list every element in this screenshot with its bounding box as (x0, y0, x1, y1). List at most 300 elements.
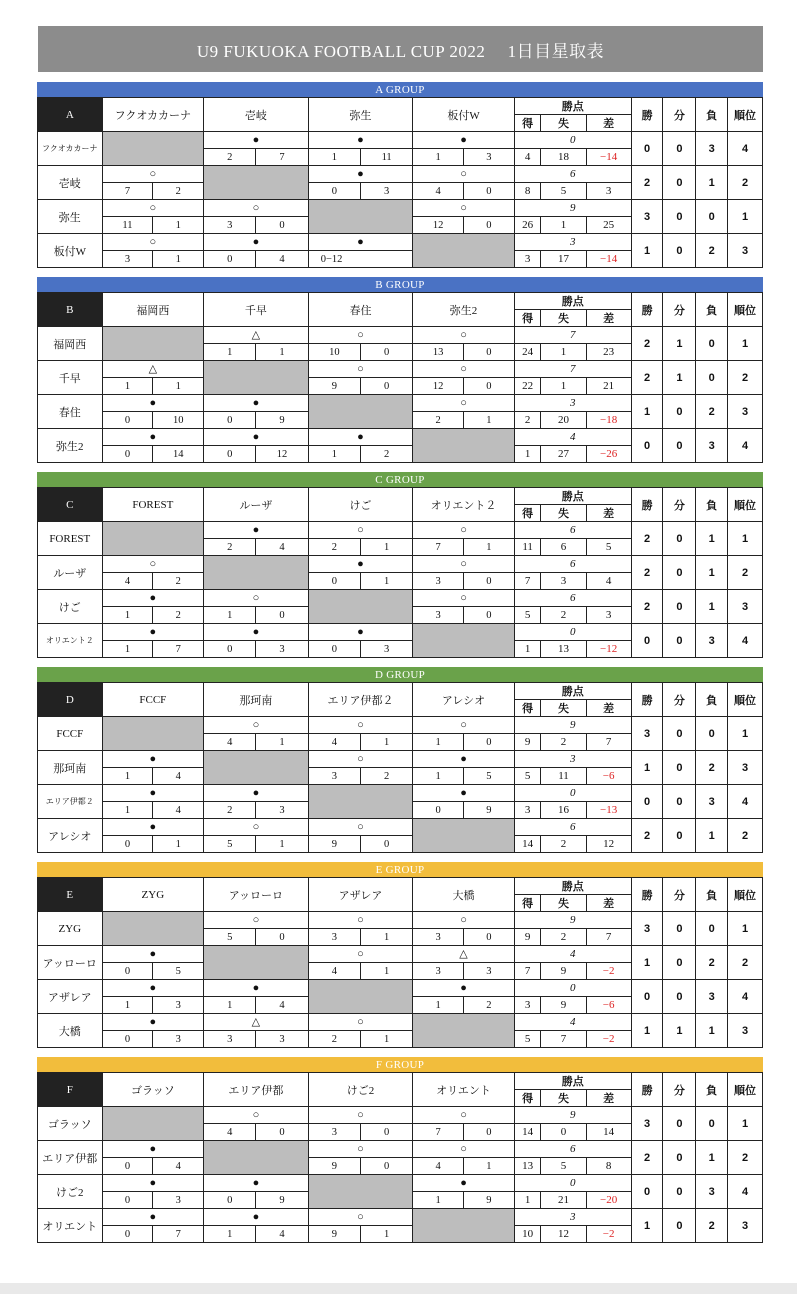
gd-value: −26 (586, 446, 631, 463)
team-row (38, 166, 763, 183)
match-score (204, 149, 309, 166)
match-score (102, 1192, 204, 1209)
gf-value: 4 (514, 149, 541, 166)
points-value: 9 (514, 912, 631, 929)
self-match-cell (204, 166, 309, 200)
score-against: 1 (279, 838, 285, 850)
team-row (38, 590, 763, 607)
self-match-cell (308, 980, 413, 1014)
rank-value: 3 (728, 1209, 763, 1243)
team-header: 大橋 (413, 878, 515, 912)
gd-value: 21 (586, 378, 631, 395)
score-for: 3 (309, 1124, 361, 1140)
score-for: 1 (103, 997, 154, 1013)
score-against: 1 (175, 838, 181, 850)
result-mark: ○ (204, 200, 309, 217)
team-header: エリア伊都 (204, 1073, 309, 1107)
l-value: 0 (696, 1107, 728, 1141)
result-mark: ○ (308, 946, 413, 963)
gd-value: 14 (586, 1124, 631, 1141)
score-for: 1 (103, 802, 154, 818)
gf-value: 7 (514, 963, 541, 980)
score-for: 1 (204, 997, 256, 1013)
gd-value: 25 (586, 217, 631, 234)
gf-value: 22 (514, 378, 541, 395)
score-against: 14 (172, 448, 184, 460)
match-score (413, 963, 515, 980)
team-row (38, 132, 763, 149)
match-score (204, 1031, 309, 1048)
l-value: 0 (696, 361, 728, 395)
w-value: 1 (631, 1209, 663, 1243)
rank-value: 4 (728, 132, 763, 166)
result-mark: ● (308, 234, 413, 251)
self-match-cell (413, 1209, 515, 1243)
l-value: 2 (696, 946, 728, 980)
result-mark: ● (308, 166, 413, 183)
team-row (38, 624, 763, 641)
points-value: 3 (514, 751, 631, 768)
match-score (413, 149, 515, 166)
team-row (38, 1175, 763, 1192)
group-e (37, 862, 763, 1048)
self-match-cell (308, 590, 413, 624)
w-value: 0 (631, 785, 663, 819)
header-row (38, 878, 763, 895)
score-against: 3 (279, 804, 285, 816)
w-value: 0 (631, 624, 663, 658)
result-mark: △ (413, 946, 515, 963)
ga-value: 0 (541, 1124, 586, 1141)
self-match-cell (102, 717, 204, 751)
score-against: 3 (486, 151, 492, 163)
d-value: 0 (663, 819, 696, 853)
score-for: 3 (204, 217, 256, 233)
match-score (102, 412, 204, 429)
team-row (38, 1141, 763, 1158)
ga-value: 16 (541, 802, 586, 819)
result-mark: ○ (204, 819, 309, 836)
match-score (413, 607, 515, 624)
d-header: 分 (663, 1073, 696, 1107)
score-against: 5 (486, 770, 492, 782)
match-score (308, 539, 413, 556)
result-mark: ○ (102, 166, 204, 183)
gf-value: 1 (514, 641, 541, 658)
score-against: 1 (175, 253, 181, 265)
score-for: 9 (309, 378, 361, 394)
standings-table (37, 487, 763, 658)
gf-value: 11 (514, 539, 541, 556)
score-against: 4 (175, 1160, 181, 1172)
l-value: 3 (696, 1175, 728, 1209)
gf-value: 2 (514, 412, 541, 429)
score-for: 1 (413, 997, 464, 1013)
score-for: 4 (309, 734, 361, 750)
group-bar: D GROUP (37, 667, 763, 682)
score-against: 3 (486, 965, 492, 977)
score-for: 4 (413, 1158, 464, 1174)
self-match-cell (102, 327, 204, 361)
w-value: 2 (631, 1141, 663, 1175)
score-for: 3 (204, 1031, 256, 1047)
header-row (38, 488, 763, 505)
ga-value: 11 (541, 768, 586, 785)
score-against: 0 (486, 931, 492, 943)
w-header: 勝 (631, 293, 663, 327)
result-mark: △ (102, 361, 204, 378)
group-b (37, 277, 763, 463)
score-against: 1 (384, 1033, 390, 1045)
self-match-cell (308, 1175, 413, 1209)
group-d (37, 667, 763, 853)
team-header: エリア伊都２ (308, 683, 413, 717)
team-header: 壱岐 (204, 98, 309, 132)
gd-value: 3 (586, 607, 631, 624)
d-value: 0 (663, 556, 696, 590)
self-match-cell (308, 395, 413, 429)
score-for: 12 (413, 217, 464, 233)
score-against: 5 (175, 965, 181, 977)
score-against: 4 (279, 1228, 285, 1240)
self-match-cell (204, 556, 309, 590)
gf-value: 1 (514, 1192, 541, 1209)
gd-value: 12 (586, 836, 631, 853)
result-mark: ● (102, 1014, 204, 1031)
result-mark: ○ (413, 522, 515, 539)
row-team-name: アッローロ (38, 946, 103, 980)
l-value: 2 (696, 395, 728, 429)
w-value: 2 (631, 166, 663, 200)
match-score (204, 1124, 309, 1141)
d-value: 0 (663, 522, 696, 556)
team-row (38, 980, 763, 997)
team-header: 福岡西 (102, 293, 204, 327)
rank-value: 1 (728, 912, 763, 946)
ga-value: 13 (541, 641, 586, 658)
gd-value: 7 (586, 929, 631, 946)
gf-value: 5 (514, 1031, 541, 1048)
score-against: 0 (384, 1160, 390, 1172)
score-for: 0 (103, 1158, 154, 1174)
result-mark: ○ (308, 819, 413, 836)
result-mark: ○ (308, 717, 413, 734)
standings-table (37, 877, 763, 1048)
score-against: 0 (279, 609, 285, 621)
score-for: 0 (204, 412, 256, 428)
l-value: 1 (696, 590, 728, 624)
team-header: 春住 (308, 293, 413, 327)
l-value: 1 (696, 556, 728, 590)
d-value: 1 (663, 1014, 696, 1048)
d-header: 分 (663, 683, 696, 717)
result-mark: ● (204, 522, 309, 539)
score-against: 3 (279, 1033, 285, 1045)
ga-value: 18 (541, 149, 586, 166)
score-against: 1 (175, 219, 181, 231)
team-row (38, 234, 763, 251)
w-value: 1 (631, 1014, 663, 1048)
match-score (413, 929, 515, 946)
score-for: 0 (103, 1031, 154, 1047)
d-value: 0 (663, 717, 696, 751)
l-value: 1 (696, 819, 728, 853)
score-for: 3 (413, 929, 464, 945)
result-mark: ○ (204, 1107, 309, 1124)
points-value: 3 (514, 395, 631, 412)
result-mark: ○ (204, 912, 309, 929)
group-f (37, 1057, 763, 1243)
gf-value: 3 (514, 802, 541, 819)
team-row (38, 819, 763, 836)
d-value: 0 (663, 624, 696, 658)
rank-header: 順位 (728, 488, 763, 522)
match-score (413, 573, 515, 590)
result-mark: ● (413, 980, 515, 997)
match-score (413, 1192, 515, 1209)
match-score (308, 768, 413, 785)
score-against: 0 (279, 1126, 285, 1138)
gd-value: −20 (586, 1192, 631, 1209)
match-score (308, 836, 413, 853)
score-for: 9 (309, 1158, 361, 1174)
points-value: 9 (514, 200, 631, 217)
ga-header: 失 (541, 1090, 586, 1107)
row-team-name: ZYG (38, 912, 103, 946)
score-against: 7 (175, 643, 181, 655)
score-against: 0 (486, 380, 492, 392)
d-value: 0 (663, 1107, 696, 1141)
match-score (204, 997, 309, 1014)
gd-value: −14 (586, 251, 631, 268)
self-match-cell (413, 429, 515, 463)
result-mark: ○ (308, 361, 413, 378)
score-for: 9 (309, 836, 361, 852)
match-score (308, 1031, 413, 1048)
score-against: 1 (486, 541, 492, 553)
rank-value: 4 (728, 429, 763, 463)
w-header: 勝 (631, 683, 663, 717)
score-against: 1 (384, 965, 390, 977)
result-mark: ○ (413, 912, 515, 929)
d-value: 0 (663, 1209, 696, 1243)
group-letter: B (38, 293, 103, 327)
result-mark: ● (413, 132, 515, 149)
rank-value: 2 (728, 361, 763, 395)
ga-value: 2 (541, 734, 586, 751)
gd-value: 4 (586, 573, 631, 590)
match-score (204, 251, 309, 268)
points-value: 4 (514, 429, 631, 446)
score-for: 2 (413, 412, 464, 428)
gd-header: 差 (586, 115, 631, 132)
match-score (102, 997, 204, 1014)
team-header: 那珂南 (204, 683, 309, 717)
group-c (37, 472, 763, 658)
match-score (204, 217, 309, 234)
match-score (413, 802, 515, 819)
match-score (204, 929, 309, 946)
w-value: 0 (631, 980, 663, 1014)
team-header: 弥生 (308, 98, 413, 132)
score-against: 4 (175, 804, 181, 816)
row-team-name: 千早 (38, 361, 103, 395)
gd-header: 差 (586, 700, 631, 717)
points-value: 0 (514, 1175, 631, 1192)
score-for: 5 (204, 836, 256, 852)
result-mark: ● (102, 946, 204, 963)
ga-value: 7 (541, 1031, 586, 1048)
score-against: 2 (384, 770, 390, 782)
gf-value: 9 (514, 734, 541, 751)
match-score (308, 251, 413, 268)
match-score (204, 539, 309, 556)
team-row (38, 361, 763, 378)
score-against: 1 (384, 1228, 390, 1240)
rank-value: 1 (728, 327, 763, 361)
points-value: 6 (514, 556, 631, 573)
d-value: 0 (663, 946, 696, 980)
result-mark: ○ (204, 717, 309, 734)
gd-value: −2 (586, 963, 631, 980)
match-score (102, 1226, 204, 1243)
team-header: 板付W (413, 98, 515, 132)
gd-value: −14 (586, 149, 631, 166)
self-match-cell (308, 200, 413, 234)
gd-value: −6 (586, 768, 631, 785)
match-score (102, 963, 204, 980)
score-against: 2 (175, 575, 181, 587)
d-value: 0 (663, 429, 696, 463)
ga-value: 9 (541, 963, 586, 980)
team-row (38, 327, 763, 344)
score-against: 3 (384, 643, 390, 655)
match-score (308, 641, 413, 658)
match-score (204, 734, 309, 751)
gf-header: 得 (514, 310, 541, 327)
w-value: 3 (631, 717, 663, 751)
rank-header: 順位 (728, 878, 763, 912)
d-value: 0 (663, 1175, 696, 1209)
gf-value: 13 (514, 1158, 541, 1175)
score-for: 0 (204, 1192, 256, 1208)
score-for: 2 (309, 539, 361, 555)
self-match-cell (102, 132, 204, 166)
gd-value: 23 (586, 344, 631, 361)
standings-table (37, 1072, 763, 1243)
score-for: 4 (103, 573, 154, 589)
points-value: 3 (514, 1209, 631, 1226)
score-for: 4 (204, 734, 256, 750)
match-score (102, 183, 204, 200)
l-value: 1 (696, 522, 728, 556)
gd-value: 3 (586, 183, 631, 200)
gf-header: 得 (514, 1090, 541, 1107)
row-team-name: エリア伊都２ (38, 785, 103, 819)
group-letter: C (38, 488, 103, 522)
match-score (308, 1158, 413, 1175)
score-against: 0 (486, 219, 492, 231)
ga-value: 12 (541, 1226, 586, 1243)
score-against: 4 (175, 770, 181, 782)
gd-value: −2 (586, 1031, 631, 1048)
points-value: 6 (514, 1141, 631, 1158)
rank-value: 3 (728, 1014, 763, 1048)
team-row (38, 785, 763, 802)
result-mark: ● (308, 429, 413, 446)
team-row (38, 556, 763, 573)
score-for: 7 (413, 539, 464, 555)
team-header: オリエント２ (413, 488, 515, 522)
team-header: アッローロ (204, 878, 309, 912)
row-team-name: エリア伊都 (38, 1141, 103, 1175)
match-score (204, 1192, 309, 1209)
score-for: 4 (413, 183, 464, 199)
result-mark: ○ (308, 1141, 413, 1158)
rank-header: 順位 (728, 98, 763, 132)
rank-value: 2 (728, 819, 763, 853)
score-for: 5 (204, 929, 256, 945)
result-mark: ● (308, 132, 413, 149)
gf-value: 1 (514, 446, 541, 463)
w-value: 3 (631, 200, 663, 234)
score-for: 3 (103, 251, 154, 267)
header-row (38, 293, 763, 310)
l-value: 3 (696, 132, 728, 166)
team-header: FCCF (102, 683, 204, 717)
match-score (308, 1226, 413, 1243)
rank-value: 3 (728, 751, 763, 785)
rank-value: 1 (728, 200, 763, 234)
points-value: 7 (514, 361, 631, 378)
w-header: 勝 (631, 488, 663, 522)
score-for: 4 (204, 1124, 256, 1140)
match-score (102, 1158, 204, 1175)
result-mark: ● (102, 429, 204, 446)
group-bar: E GROUP (37, 862, 763, 877)
l-header: 負 (696, 98, 728, 132)
w-value: 2 (631, 327, 663, 361)
gf-value: 24 (514, 344, 541, 361)
self-match-cell (413, 819, 515, 853)
ga-value: 17 (541, 251, 586, 268)
team-header: ゴラッソ (102, 1073, 204, 1107)
score-against: 1 (486, 1160, 492, 1172)
result-mark: ○ (413, 1107, 515, 1124)
ga-value: 27 (541, 446, 586, 463)
result-mark: ● (102, 1141, 204, 1158)
row-team-name: けご2 (38, 1175, 103, 1209)
match-score (308, 446, 413, 463)
score-against: 9 (279, 414, 285, 426)
score-for: 1 (103, 607, 154, 623)
w-value: 2 (631, 361, 663, 395)
match-score (204, 446, 309, 463)
result-mark: ● (102, 1175, 204, 1192)
ga-value: 2 (541, 929, 586, 946)
d-value: 0 (663, 132, 696, 166)
l-value: 2 (696, 234, 728, 268)
team-row (38, 946, 763, 963)
w-header: 勝 (631, 1073, 663, 1107)
team-header: オリエント (413, 1073, 515, 1107)
score-against: 3 (279, 643, 285, 655)
match-score (308, 734, 413, 751)
gd-header: 差 (586, 1090, 631, 1107)
match-score (413, 997, 515, 1014)
group-letter: E (38, 878, 103, 912)
team-header: アザレア (308, 878, 413, 912)
